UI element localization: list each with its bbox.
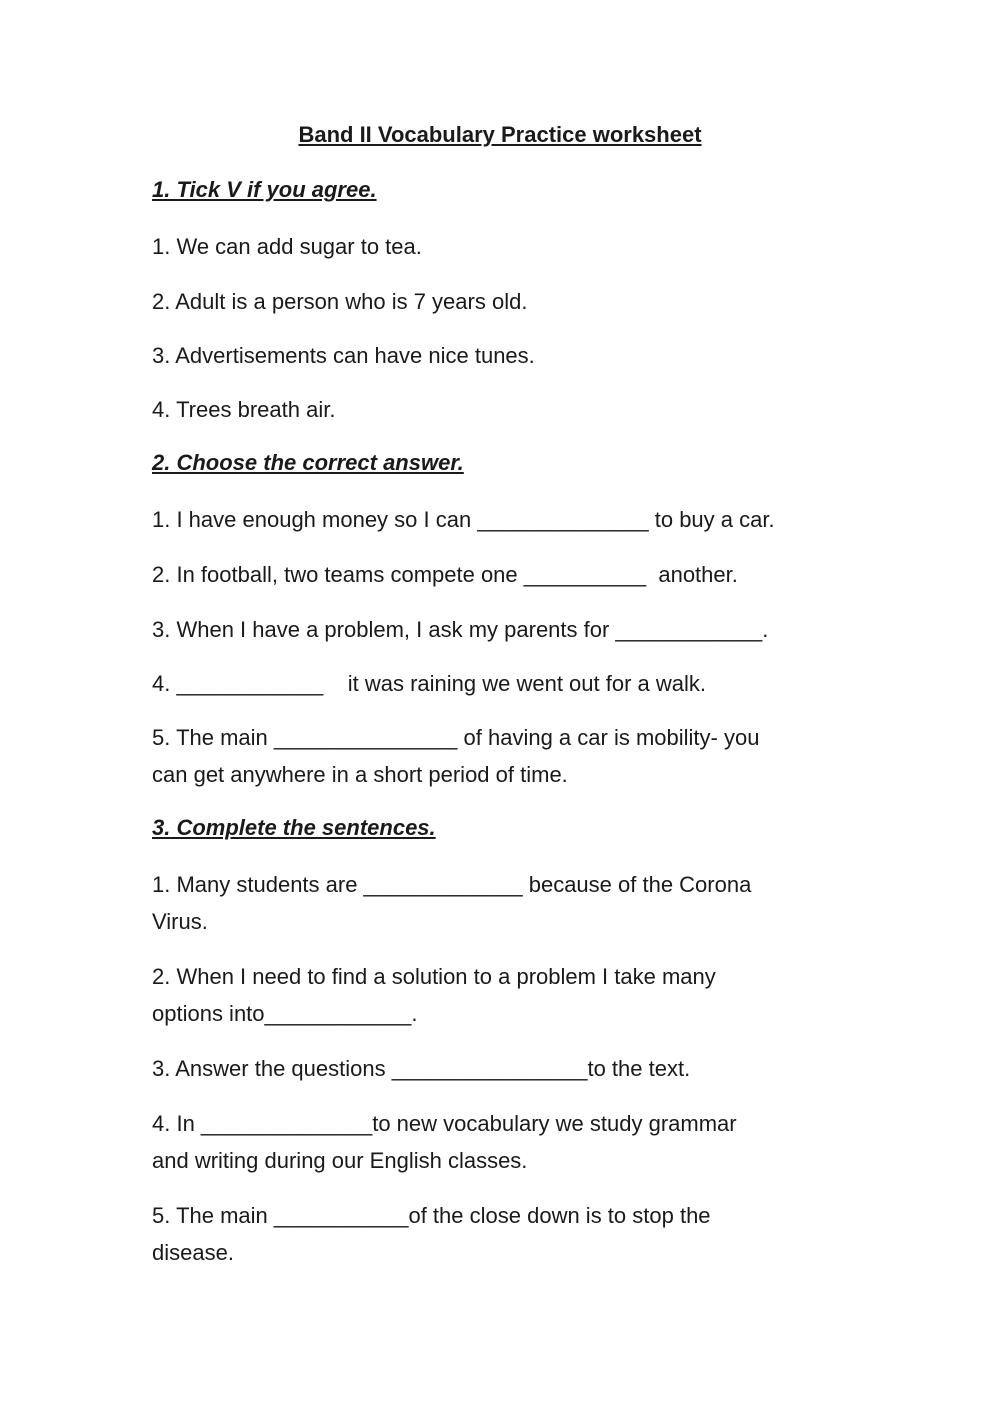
section-2-item-4: 4. ____________ it was raining we went out for a walk. (152, 671, 707, 696)
section-3-item-3: 3. Answer the questions ________________to the text. (152, 1056, 691, 1081)
section-1-item-3: 3. Advertisements can have nice tunes. (152, 343, 535, 368)
section-2-item-1: 1. I have enough money so I can ______________ to buy a car. (152, 507, 775, 532)
section-3-item-4-continued: and writing during our English classes. (152, 1148, 528, 1173)
section-2-item-3: 3. When I have a problem, I ask my parents for ____________. (152, 617, 769, 642)
section-1-heading: 1. Tick V if you agree. (152, 177, 377, 202)
section-3-item-5: 5. The main ___________of the close down is to stop the (152, 1203, 711, 1228)
section-3-heading: 3. Complete the sentences. (152, 815, 436, 840)
section-2-heading: 2. Choose the correct answer. (152, 450, 464, 475)
section-1-item-2: 2. Adult is a person who is 7 years old. (152, 289, 528, 314)
section-2-item-5-continued: can get anywhere in a short period of time. (152, 762, 568, 787)
worksheet-title: Band II Vocabulary Practice worksheet (298, 122, 702, 147)
section-3-item-5-continued: disease. (152, 1240, 234, 1265)
section-2-item-2: 2. In football, two teams compete one __________ another. (152, 562, 738, 587)
section-3-item-1: 1. Many students are _____________ because of the Corona (152, 872, 752, 897)
section-3-item-4: 4. In ______________to new vocabulary we study grammar (152, 1111, 737, 1136)
section-3-item-2-continued: options into____________. (152, 1001, 418, 1026)
section-1-item-1: 1. We can add sugar to tea. (152, 234, 422, 259)
section-2-item-5: 5. The main _______________ of having a car is mobility- you (152, 725, 760, 750)
section-3-item-2: 2. When I need to find a solution to a problem I take many (152, 964, 716, 989)
section-1-item-4: 4. Trees breath air. (152, 397, 336, 422)
section-3-item-1-continued: Virus. (152, 909, 208, 934)
